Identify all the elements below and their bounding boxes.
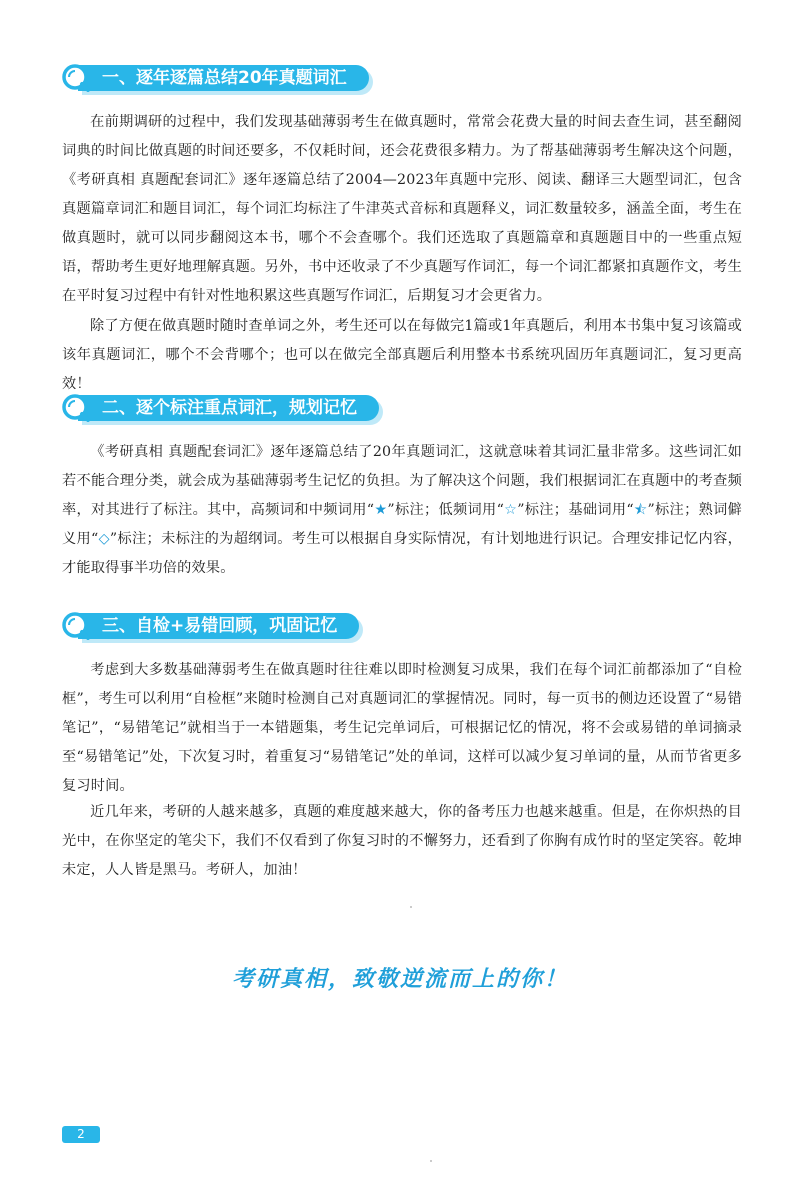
- paragraph-text: 《考研真相 真题配套词汇》逐年逐篇总结了20年真题词汇，这就意味着其词汇量非常多。这些词汇如若不能合理分类，就会成为基础薄弱考生记忆的负担。为了解决这个问题，我们根据词汇在真题中的考查频率，对其进行了标注。其中，高频词和中频词用“: [62, 444, 742, 518]
- paragraph-text: ”标注；熟词僻义用“: [62, 502, 742, 547]
- section-header-3: [62, 612, 359, 640]
- paragraph-text: ”标注；未标注的为超纲词。考生可以根据自身实际情况，有计划地进行识记。合理安排记忆内容，才能取得事半功倍的效果。: [62, 531, 742, 576]
- magnifier-icon: [62, 612, 90, 640]
- star-filled-icon: ★: [374, 502, 388, 518]
- star-half-icon: ⯪: [633, 502, 648, 518]
- magnifier-icon: [62, 64, 90, 92]
- closing-paragraph: [62, 798, 742, 885]
- magnifier-icon: [62, 394, 90, 422]
- paragraph-text: 近几年来，考研的人越来越多，真题的难度越来越大，你的备考压力也越来越重。但是，在你炽热的目光中，在你坚定的笔尖下，我们不仅看到了你复习时的不懈努力，还看到了你胸有成竹时的坚定笑容。乾坤未定，人人皆是黑马。考研人，加油！: [62, 804, 742, 878]
- paragraph-text: 在前期调研的过程中，我们发现基础薄弱考生在做真题时，常常会花费大量的时间去查生词，甚至翻阅词典的时间比做真题的时间还要多，不仅耗时间，还会花费很多精力。为了帮基础薄弱考生解决这个问题，《考研真相 真题配套词汇》逐年逐篇总结了2004—2023年真题中完形、阅读、翻译三大题型词汇，包含真题篇章词汇和题目词汇，每个词汇均标注了牛津英式音标和真题释义，词汇数量较多，涵盖全面，考生在做真题时，就可以同步翻阅这本书，哪个不会查哪个。我们还选取了真题篇章和真题题目中的一些重点短语，帮助考生更好地理解真题。另外，书中还收录了不少真题写作词汇，每一个词汇都紧扣真题作文，考生在平时复习过程中有针对性地积累这些真题写作词汇，后期复习才会更省力。: [62, 114, 742, 304]
- dot: [430, 1160, 432, 1162]
- section-title: 二、逐个标注重点词汇，规划记忆: [78, 395, 379, 421]
- paragraph-text: 考虑到大多数基础薄弱考生在做真题时往往难以即时检测复习成果，我们在每个词汇前都添加了“自检框”，考生可以利用“自检框”来随时检测自己对真题词汇的掌握情况。同时，每一页书的侧边还设置了“易错笔记”，“易错笔记”就相当于一本错题集，考生记完单词后，可根据记忆的情况，将不会或易错的单词摘录至“易错笔记”处，下次复习时，着重复习“易错笔记”处的单词，这样可以减少复习单词的量，从而节省更多复习时间。: [62, 662, 742, 794]
- page-number: 2: [62, 1126, 100, 1143]
- section-header-1: [62, 64, 369, 92]
- dot: [410, 906, 412, 908]
- paragraph: [62, 438, 742, 583]
- paragraph-text: 除了方便在做真题时随时查单词之外，考生还可以在每做完1篇或1年真题后，利用本书集中复习该篇或该年真题词汇，哪个不会背哪个；也可以在做完全部真题后利用整本书系统巩固历年真题词汇，复习更高效！: [62, 318, 742, 392]
- diamond-outline-icon: ◇: [98, 531, 110, 547]
- slogan: 考研真相，致敬逆流而上的你！: [231, 966, 568, 992]
- paragraph: [62, 108, 742, 311]
- paragraph-text: ”标注；低频词用“: [387, 502, 505, 518]
- section-title: 三、自检+易错回顾，巩固记忆: [78, 613, 359, 639]
- paragraph: [62, 656, 742, 801]
- paragraph-text: ”标注；基础词用“: [517, 502, 634, 518]
- section-title: 一、逐年逐篇总结20年真题词汇: [78, 65, 369, 91]
- paragraph: [62, 312, 742, 399]
- star-outline-icon: ☆: [504, 502, 518, 518]
- section-header-2: [62, 394, 379, 422]
